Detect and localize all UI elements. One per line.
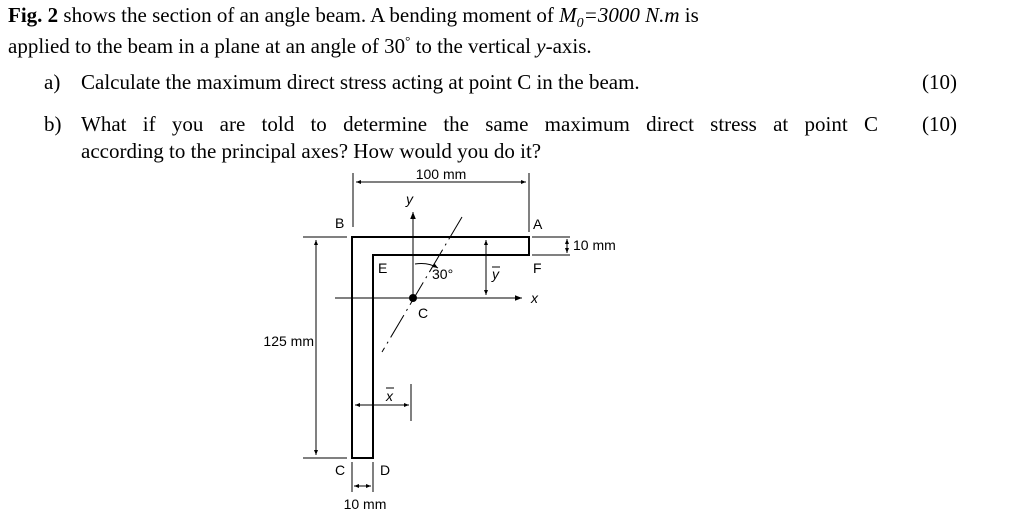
x-axis-label: x bbox=[531, 290, 538, 306]
dim-width-label: 100 mm bbox=[415, 166, 467, 182]
question-a-marks: (10) bbox=[922, 70, 957, 94]
y-axis-symbol: y bbox=[536, 34, 546, 58]
intro-text-1-end: is bbox=[679, 3, 699, 27]
question-a-text: Calculate the maximum direct stress acting at point C in the beam. bbox=[81, 70, 640, 94]
dim-flange-label: 10 mm bbox=[573, 237, 616, 253]
moment-symbol: M bbox=[559, 3, 577, 27]
moment-subscript: 0 bbox=[576, 16, 584, 32]
degree-symbol: ° bbox=[405, 33, 411, 48]
intro-text-1: shows the section of an angle beam. A bending moment of bbox=[58, 3, 560, 27]
intro-text-2: applied to the beam in a plane at an angle of 30 bbox=[8, 34, 406, 58]
point-b-label: B bbox=[335, 215, 345, 231]
question-b-text-line-2: according to the principal axes? How would you do it? bbox=[81, 139, 542, 163]
point-c-centroid-label: C bbox=[418, 305, 429, 321]
y-axis-label: y bbox=[406, 191, 413, 207]
dim-web-label: 10 mm bbox=[343, 496, 387, 512]
point-f-label: F bbox=[533, 260, 542, 276]
fig-label: Fig. 2 bbox=[8, 3, 59, 27]
moment-value: =3000 N.m bbox=[583, 3, 680, 27]
question-a-label: a) bbox=[44, 70, 61, 94]
point-a-label: A bbox=[533, 216, 543, 232]
point-c-corner-label: C bbox=[335, 462, 346, 478]
dim-height-label: 125 mm bbox=[263, 333, 314, 349]
point-e-label: E bbox=[378, 260, 388, 276]
ybar-label: y bbox=[492, 266, 499, 282]
point-d-label: D bbox=[380, 462, 391, 478]
intro-text-3: to the vertical bbox=[410, 34, 537, 58]
question-b-marks: (10) bbox=[922, 112, 957, 136]
xbar-label: x bbox=[386, 388, 393, 404]
question-b-label: b) bbox=[44, 112, 62, 136]
angle-label: 30° bbox=[432, 266, 454, 282]
intro-text-4: -axis. bbox=[545, 34, 592, 58]
question-b-text-line-1: What if you are told to determine the same maximum direct stress at point C bbox=[81, 112, 878, 136]
